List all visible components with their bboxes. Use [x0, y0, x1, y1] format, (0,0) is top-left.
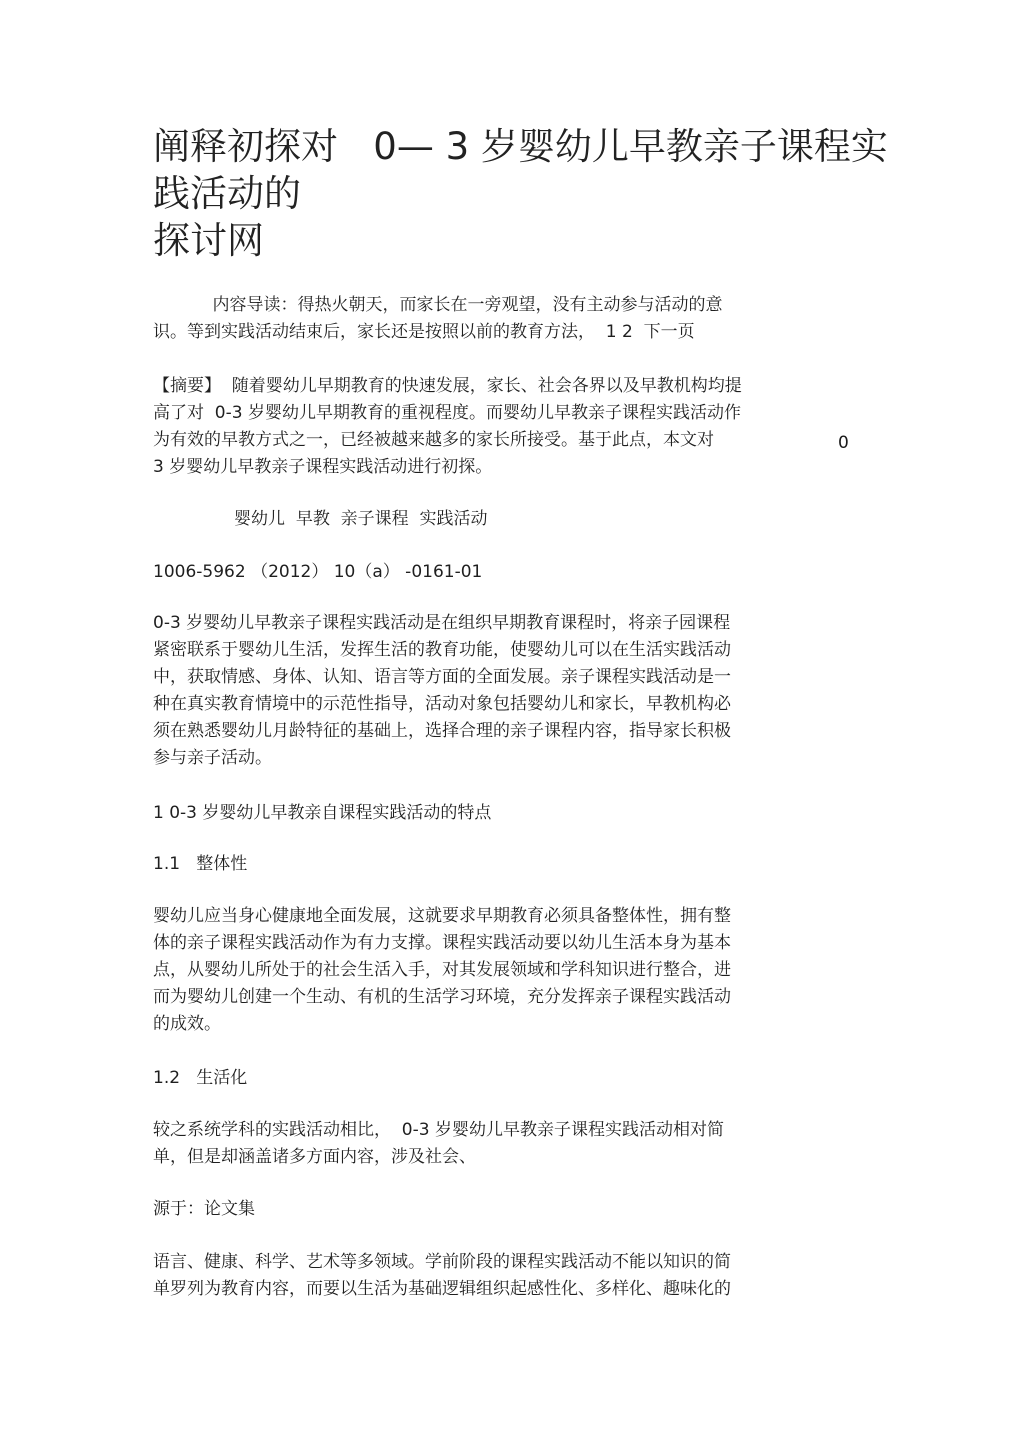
text-line: 高了对 0-3 岁婴幼儿早期教育的重视程度。而婴幼儿早教亲子课程实践活动作 [153, 403, 741, 423]
title-line: 阐释初探对 0— 3 岁婴幼儿早教亲子课程实 [153, 125, 888, 168]
text-line: 3 岁婴幼儿早教亲子课程实践活动进行初探。 [153, 457, 493, 477]
article-code [153, 559, 783, 586]
text-line: 1.1 整体性 [153, 854, 248, 874]
source-note [153, 1196, 783, 1223]
section-heading [153, 800, 783, 827]
text-line: 紧密联系于婴幼儿生活，发挥生活的教育功能，使婴幼儿可以在生活实践活动 [153, 640, 731, 660]
intro-paragraph [153, 292, 783, 346]
text-line: 1006-5962 （2012） 10（a） -0161-01 [153, 562, 483, 582]
text-line: 种在真实教育情境中的示范性指导，活动对象包括婴幼儿和家长，早教机构必 [153, 694, 731, 714]
text-line: 而为婴幼儿创建一个生动、有机的生活学习环境，充分发挥亲子课程实践活动 [153, 987, 731, 1007]
text-line: 单，但是却涵盖诸多方面内容，涉及社会、 [153, 1147, 476, 1167]
text-line: 1.2 生活化 [153, 1068, 248, 1088]
document-title [153, 123, 888, 264]
keywords [153, 506, 783, 533]
text-line: 婴幼儿应当身心健康地全面发展，这就要求早期教育必须具备整体性，拥有整 [153, 906, 731, 926]
text-line: 语言、健康、科学、艺术等多领域。学前阶段的课程实践活动不能以知识的简 [153, 1252, 731, 1272]
abstract-paragraph [153, 373, 783, 481]
text-line: 为有效的早教方式之一，已经被越来越多的家长所接受。基于此点，本文对 [153, 430, 714, 450]
text-line: 中，获取情感、身体、认知、语言等方面的全面发展。亲子课程实践活动是一 [153, 667, 731, 687]
text-line: 内容导读：得热火朝天，而家长在一旁观望，没有主动参与活动的意 [153, 295, 723, 315]
subsection-heading [153, 1065, 783, 1092]
text-line: 源于：论文集 [153, 1199, 255, 1219]
text-line: 点，从婴幼儿所处于的社会生活入手，对其发展领域和学科知识进行整合，进 [153, 960, 731, 980]
text-line: 的成效。 [153, 1014, 221, 1034]
text-line: 须在熟悉婴幼儿月龄特征的基础上，选择合理的亲子课程内容，指导家长积极 [153, 721, 731, 741]
title-line: 践活动的 [153, 172, 301, 215]
body-paragraph-2 [153, 903, 783, 1038]
text-line: 识。等到实践活动结束后，家长还是按照以前的教育方法， 1 2 下一页 [153, 322, 695, 342]
text-line: 较之系统学科的实践活动相比， 0-3 岁婴幼儿早教亲子课程实践活动相对简 [153, 1120, 724, 1140]
text-line: 1 0-3 岁婴幼儿早教亲自课程实践活动的特点 [153, 803, 492, 823]
body-paragraph-4 [153, 1249, 783, 1303]
text-line: 0-3 岁婴幼儿早教亲子课程实践活动是在组织早期教育课程时，将亲子园课程 [153, 613, 731, 633]
abstract-number: 0 [838, 433, 849, 453]
title-line: 探讨网 [153, 219, 264, 262]
text-line: 单罗列为教育内容，而要以生活为基础逻辑组织起感性化、多样化、趣味化的 [153, 1279, 731, 1299]
subsection-heading [153, 851, 783, 878]
text-line: 【摘要】 随着婴幼儿早期教育的快速发展，家长、社会各界以及早教机构均提 [153, 376, 742, 396]
text-line: 体的亲子课程实践活动作为有力支撑。课程实践活动要以幼儿生活本身为基本 [153, 933, 731, 953]
body-paragraph-3 [153, 1117, 783, 1171]
body-paragraph-1 [153, 610, 783, 772]
text-line: 婴幼儿 早教 亲子课程 实践活动 [153, 509, 488, 529]
text-line: 参与亲子活动。 [153, 748, 272, 768]
